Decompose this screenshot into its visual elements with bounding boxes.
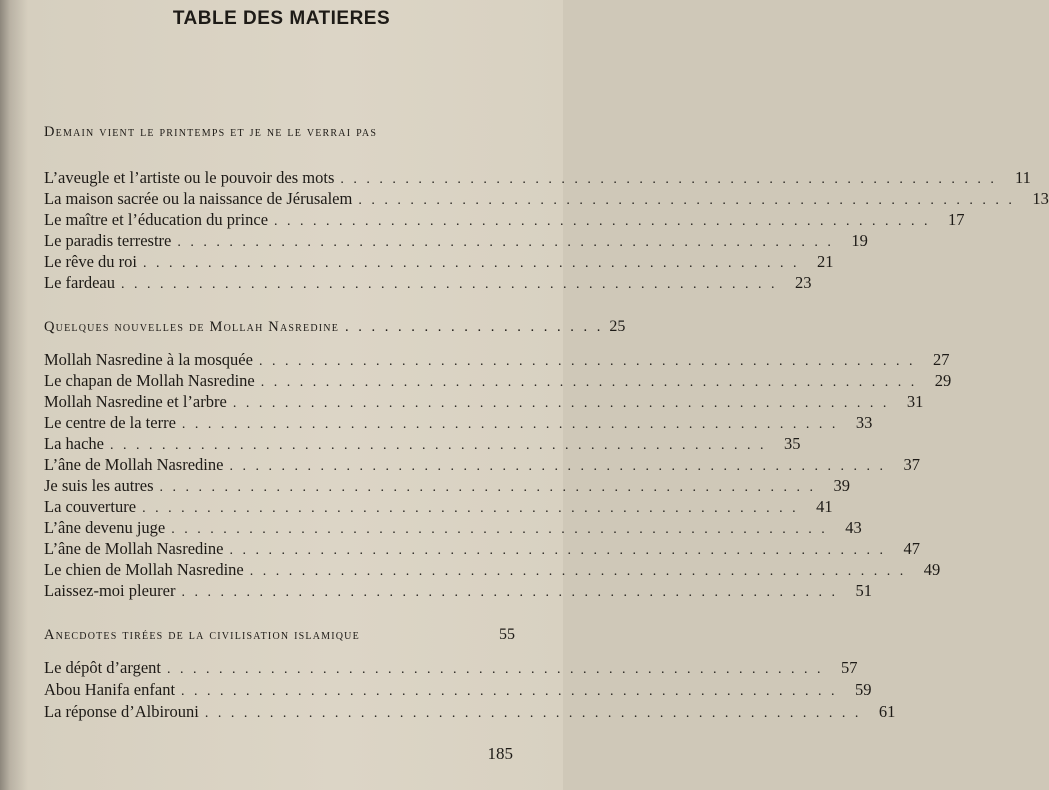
section-page: 25 <box>609 318 626 335</box>
dot-leader: . . . . . . . . . . . . . . . . . . . . . . . . . . . . . . . . . . . . . . . . . . . . . . . . . . . <box>181 585 838 600</box>
entry-title: Le chien de Mollah Nasredine <box>44 560 244 579</box>
section-heading-text: Demain vient le printemps et je ne le verrai pas <box>44 124 378 140</box>
entry-title: Mollah Nasredine à la mosquée <box>44 350 253 369</box>
dot-leader: . . . . . . . . . . . . . . . . . . . . <box>345 319 604 335</box>
entry-title: Le centre de la terre <box>44 413 176 432</box>
entry-title: Le fardeau <box>44 273 115 292</box>
toc-entry <box>44 702 896 724</box>
entry-title: La hache <box>44 434 104 453</box>
entry-page: 61 <box>878 702 896 721</box>
dot-leader: . . . . . . . . . . . . . . . . . . . . . . . . . . . . . . . . . . . . . . . . . . . . . . . . . . . <box>142 501 799 516</box>
entry-title: L’aveugle et l’artiste ou le pouvoir des mots <box>44 168 335 187</box>
entry-page: 27 <box>932 350 950 369</box>
toc-entry <box>44 413 873 435</box>
entry-page: 31 <box>906 392 924 411</box>
entry-page: 59 <box>855 680 872 699</box>
entry-title: Le chapan de Mollah Nasredine <box>44 371 255 390</box>
toc-entry <box>44 392 924 414</box>
entry-page: 41 <box>816 497 833 516</box>
toc-entry <box>44 252 834 274</box>
entry-page: 19 <box>851 231 868 250</box>
page-number: 185 <box>487 744 513 763</box>
entry-title: Laissez-moi pleurer <box>44 581 176 600</box>
toc-entry <box>44 273 812 295</box>
entry-title: L’âne de Mollah Nasredine <box>44 539 224 558</box>
section-heading-text: Quelques nouvelles de Mollah Nasredine <box>44 319 340 335</box>
entry-page: 47 <box>903 539 920 558</box>
entry-page: 13 <box>1032 189 1049 208</box>
entry-page: 35 <box>784 434 801 453</box>
toc-entry <box>44 455 920 477</box>
entry-page: 43 <box>845 518 862 537</box>
toc-entry <box>44 168 1031 190</box>
section-heading-text: Anecdotes tirées de la civilisation islamique <box>44 627 360 643</box>
entry-title: La couverture <box>44 497 137 516</box>
entry-page: 23 <box>795 273 812 292</box>
section-heading <box>44 626 515 644</box>
entry-page: 51 <box>855 581 872 600</box>
dot-leader: . . . . . . . . . . . . . . . . . . . . . . . . . . . . . . . . . . . . . . . . . . . . . . . . . . . <box>121 277 778 292</box>
entry-title: Je suis les autres <box>44 476 154 495</box>
entry-title: Mollah Nasredine et l’arbre <box>44 392 227 411</box>
toc-entry <box>44 434 801 456</box>
toc-entry <box>44 658 858 680</box>
dot-leader: . . . . . . . . . . . . . . . . . . . . . . . . . . . . . . . . . . . . . . . . . . . . . . . . . . . <box>171 522 828 537</box>
toc-entry <box>44 350 950 372</box>
dot-leader: . . . . . . . . . . . . . . . . . . . . . . . . . . . . . . . . . . . . . . . . . . . . . . . . . . . <box>260 375 918 390</box>
entry-title: La réponse d’Albirouni <box>44 702 199 721</box>
toc-entry <box>44 539 920 561</box>
dot-leader: . . . . . . . . . . . . . . . . . . . . . . . . . . . . . . . . . . . . . . . . . . . . . . . . . . . <box>358 193 1015 208</box>
toc-entry <box>44 210 965 232</box>
entry-title: Le rêve du roi <box>44 252 137 271</box>
page-title: TABLE DES MATIERES <box>172 8 391 29</box>
toc-entry <box>44 560 941 582</box>
entry-title: Le paradis terrestre <box>44 231 172 250</box>
entry-title: Le maître et l’éducation du prince <box>44 210 269 229</box>
toc-entry <box>44 581 872 603</box>
dot-leader: . . . . . . . . . . . . . . . . . . . . . . . . . . . . . . . . . . . . . . . . . . . . . . . . . . . <box>340 172 997 187</box>
dot-leader: . . . . . . . . . . . . . . . . . . . . . . . . . . . . . . . . . . . . . . . . . . . . . . . . . . . <box>110 438 767 453</box>
dot-leader: . . . . . . . . . . . . . . . . . . . . . . . . . . . . . . . . . . . . . . . . . . . . . . . . . . . <box>258 354 916 369</box>
dot-leader: . . . . . . . . . . . . . . . . . . . . . . . . . . . . . . . . . . . . . . . . . . . . . . . . . . . <box>181 684 838 699</box>
dot-leader: . . . . . . . . . . . . . . . . . . . . . . . . . . . . . . . . . . . . . . . . . . . . . . . . . . . <box>143 256 800 271</box>
toc-entry <box>44 518 862 540</box>
dot-leader: . . . . . . . . . . . . . . . . . . . . . . . . . . . . . . . . . . . . . . . . . . . . . . . . . . . <box>249 564 907 579</box>
entry-page: 49 <box>923 560 941 579</box>
entry-page: 29 <box>934 371 952 390</box>
entry-page: 17 <box>948 210 965 229</box>
dot-leader: . . . . . . . . . . . . . . . . . . . . . . . . . . . . . . . . . . . . . . . . . . . . . . . . . . . <box>177 235 834 250</box>
toc-entry <box>44 476 851 498</box>
dot-leader: . . . . . . . . . . . . . . . . . . . . . . . . . . . . . . . . . . . . . . . . . . . . . . . . . . . <box>229 459 886 474</box>
dot-leader: . . . . . . . . . . . . . . . . . . . . . . . . . . . . . . . . . . . . . . . . . . . . . . . . . . . <box>159 480 817 495</box>
dot-leader: . . . . . . . . . . . . . . . . . . . . . . . . . . . . . . . . . . . . . . . . . . . . . . . . . . . <box>229 543 886 558</box>
entry-page: 21 <box>817 252 834 271</box>
dot-leader: . . . . . . . . . . . . . . . . . . . . . . . . . . . . . . . . . . . . . . . . . . . . . . . . . . . <box>232 396 890 411</box>
section-heading <box>44 124 515 141</box>
toc-entry <box>44 497 833 519</box>
entry-page: 11 <box>1014 168 1031 187</box>
entry-page: 57 <box>840 658 858 677</box>
entry-page: 39 <box>833 476 851 495</box>
dot-leader: . . . . . . . . . . . . . . . . . . . . . . . . . . . . . . . . . . . . . . . . . . . . . . . . . . . <box>166 662 824 677</box>
entry-title: Le dépôt d’argent <box>44 658 161 677</box>
section-heading <box>44 318 626 336</box>
dot-leader: . . . . . . . . . . . . . . . . . . . . . . . . . . . . . . . . . . . . . . . . . . . . . . . . . . . <box>181 417 839 432</box>
entry-title: L’âne de Mollah Nasredine <box>44 455 224 474</box>
toc-entry <box>44 231 868 253</box>
entry-title: La maison sacrée ou la naissance de Jérusalem <box>44 189 353 208</box>
entry-page: 33 <box>855 413 873 432</box>
toc-entry <box>44 189 1049 211</box>
entry-title: L’âne devenu juge <box>44 518 166 537</box>
dot-leader: . . . . . . . . . . . . . . . . . . . . . . . . . . . . . . . . . . . . . . . . . . . . . . . . . . . <box>274 214 931 229</box>
toc-entry <box>44 680 872 702</box>
section-page: 55 <box>499 626 515 643</box>
entry-title: Abou Hanifa enfant <box>44 680 176 699</box>
entry-page: 37 <box>903 455 920 474</box>
toc-entry <box>44 371 952 393</box>
dot-leader: . . . . . . . . . . . . . . . . . . . . . . . . . . . . . . . . . . . . . . . . . . . . . . . . . . . <box>204 706 862 721</box>
